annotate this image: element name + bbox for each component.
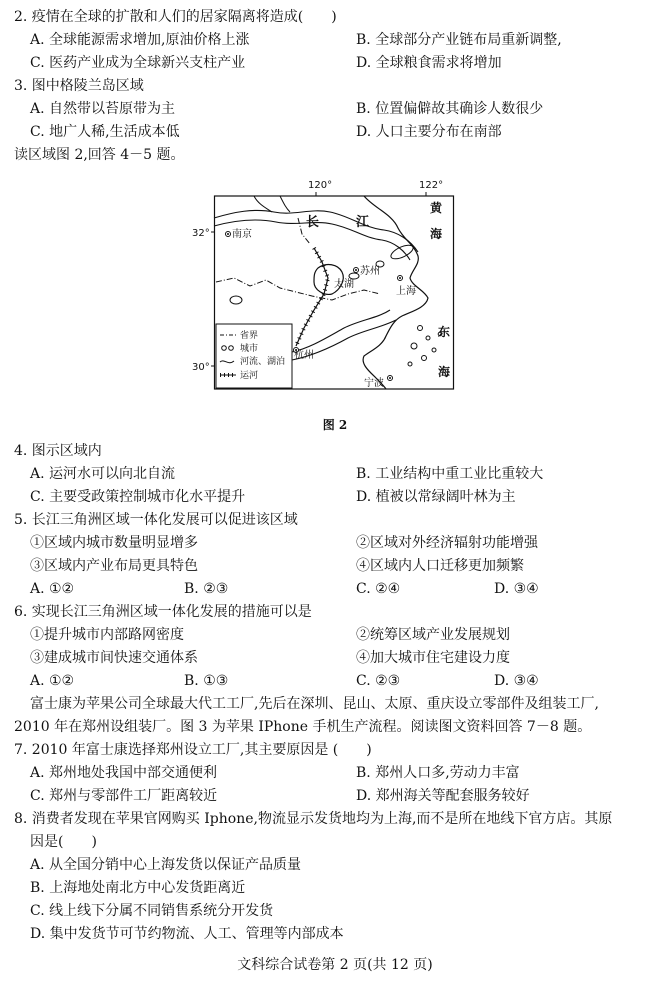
- lat-30-label: 30°: [192, 362, 210, 373]
- q3-option-a: A. 自然带以苔原带为主: [30, 101, 176, 117]
- q7-stem: 7. 2010 年富士康选择郑州设立工厂,其主要原因是 ( ): [14, 742, 372, 758]
- map-legend: [216, 324, 292, 388]
- city-marker-suzhou-dot: [355, 269, 357, 271]
- sea-label-hai-east: 海: [438, 365, 451, 379]
- page-footer: 文科综合试卷第 2 页(共 12 页): [237, 957, 433, 973]
- q2-option-c: C. 医药产业成为全球新兴支柱产业: [30, 55, 246, 71]
- q7-option-a: A. 郑州地处我国中部交通便利: [30, 765, 218, 781]
- q5-option-a: A. ①②: [30, 581, 75, 597]
- q2-stem: 2. 疫情在全球的扩散和人们的居家隔离将造成( ): [14, 9, 337, 25]
- city-marker-ningbo-dot: [389, 377, 391, 379]
- q3-option-d: D. 人口主要分布在南部: [356, 124, 502, 140]
- q3-stem: 3. 图中格陵兰岛区域: [14, 78, 144, 94]
- region-map-figure: [192, 178, 454, 390]
- legend-river-label: 河流、湖泊: [240, 357, 286, 367]
- read-map-instruction: 读区域图 2,回答 4－5 题。: [14, 147, 185, 163]
- q6-statement-4: ④加大城市住宅建设力度: [356, 650, 510, 666]
- q6-option-b: B. ①③: [184, 673, 229, 689]
- q8-option-a: A. 从全国分销中心上海发货以保证产品质量: [30, 857, 302, 873]
- q5-statement-3: ③区域内产业布局更具特色: [30, 558, 198, 574]
- legend-city-symbol: [222, 346, 227, 351]
- q5-stem: 5. 长江三角洲区域一体化发展可以促进该区域: [14, 512, 298, 528]
- q4-stem: 4. 图示区域内: [14, 443, 102, 459]
- q6-statement-2: ②统筹区域产业发展规划: [356, 627, 510, 643]
- q7-option-c: C. 郑州与零部件工厂距离较近: [30, 788, 218, 804]
- q6-stem: 6. 实现长江三角洲区域一体化发展的措施可以是: [14, 604, 312, 620]
- q5-statement-1: ①区域内城市数量明显增多: [30, 535, 198, 551]
- legend-boundary-label: 省界: [240, 331, 259, 341]
- sea-label-huang: 黄: [430, 201, 443, 215]
- q5-option-d: D. ③④: [494, 581, 539, 597]
- city-label-shanghai: 上海: [396, 286, 416, 297]
- q3-option-c: C. 地广人稀,生活成本低: [30, 124, 180, 140]
- q8-option-b: B. 上海地处南北方中心发货距离近: [30, 880, 246, 896]
- q8-option-c: C. 线上线下分属不同销售系统分开发货: [30, 903, 274, 919]
- legend-canal-label: 运河: [240, 371, 259, 381]
- q6-statement-1: ①提升城市内部路网密度: [30, 627, 184, 643]
- q6-statement-3: ③建成城市间快速交通体系: [30, 650, 198, 666]
- lake-label-taihu: 太湖: [334, 279, 354, 290]
- q6-option-d: D. ③④: [494, 673, 539, 689]
- legend-city-label: 城市: [240, 344, 259, 354]
- city-label-nanjing: 南京: [232, 229, 252, 240]
- lon-120-label: 120°: [308, 180, 333, 191]
- q7-option-b: B. 郑州人口多,劳动力丰富: [356, 765, 520, 781]
- q8-stem-line-1: 8. 消费者发现在苹果官网购买 Iphone,物流显示发货地均为上海,而不是所在地线下官方店。其原: [14, 811, 613, 827]
- q2-option-a: A. 全球能源需求增加,原油价格上涨: [30, 32, 250, 48]
- lon-122-label: 122°: [419, 180, 444, 191]
- q4-option-a: A. 运河水可以向北自流: [30, 466, 176, 482]
- q5-option-c: C. ②④: [356, 581, 401, 597]
- passage-line-2: 2010 年在郑州设组装厂。图 3 为苹果 IPhone 手机生产流程。阅读图文资料回答 7－8 题。: [14, 719, 592, 735]
- q4-option-b: B. 工业结构中重工业比重较大: [356, 466, 544, 482]
- river-label-chang: 长: [306, 215, 320, 230]
- q4-option-d: D. 植被以常绿阔叶林为主: [356, 489, 516, 505]
- q8-stem-line-2: 因是( ): [30, 834, 97, 850]
- q6-option-c: C. ②③: [356, 673, 401, 689]
- city-label-hangzhou: 杭州: [294, 350, 314, 361]
- q7-option-d: D. 郑州海关等配套服务较好: [356, 788, 530, 804]
- q8-option-d: D. 集中发货节可节约物流、人工、管理等内部成本: [30, 926, 344, 942]
- q3-option-b: B. 位置偏僻故其确诊人数很少: [356, 101, 544, 117]
- sea-label-dong: 东: [438, 325, 451, 339]
- city-label-ningbo: 宁波: [364, 378, 384, 389]
- city-label-suzhou: 苏州: [360, 266, 380, 277]
- q5-statement-4: ④区域内人口迁移更加频繁: [356, 558, 524, 574]
- river-label-jiang: 江: [356, 215, 370, 230]
- q2-option-d: D. 全球粮食需求将增加: [356, 55, 502, 71]
- q4-option-c: C. 主要受政策控制城市化水平提升: [30, 489, 246, 505]
- q5-option-b: B. ②③: [184, 581, 229, 597]
- figure-caption: 图 2: [322, 418, 348, 432]
- q2-option-b: B. 全球部分产业链布局重新调整,: [356, 32, 562, 48]
- city-marker-nanjing-dot: [227, 233, 229, 235]
- legend-city-symbol: [229, 346, 234, 351]
- sea-label-hai-north: 海: [430, 227, 443, 241]
- q5-statement-2: ②区域对外经济辐射功能增强: [356, 535, 538, 551]
- q6-option-a: A. ①②: [30, 673, 75, 689]
- lat-32-label: 32°: [192, 228, 210, 239]
- passage-line-1: 富士康为苹果公司全球最大代工工厂,先后在深圳、昆山、太原、重庆设立零部件及组装工厂,: [30, 696, 599, 712]
- city-marker-shanghai-dot: [399, 277, 401, 279]
